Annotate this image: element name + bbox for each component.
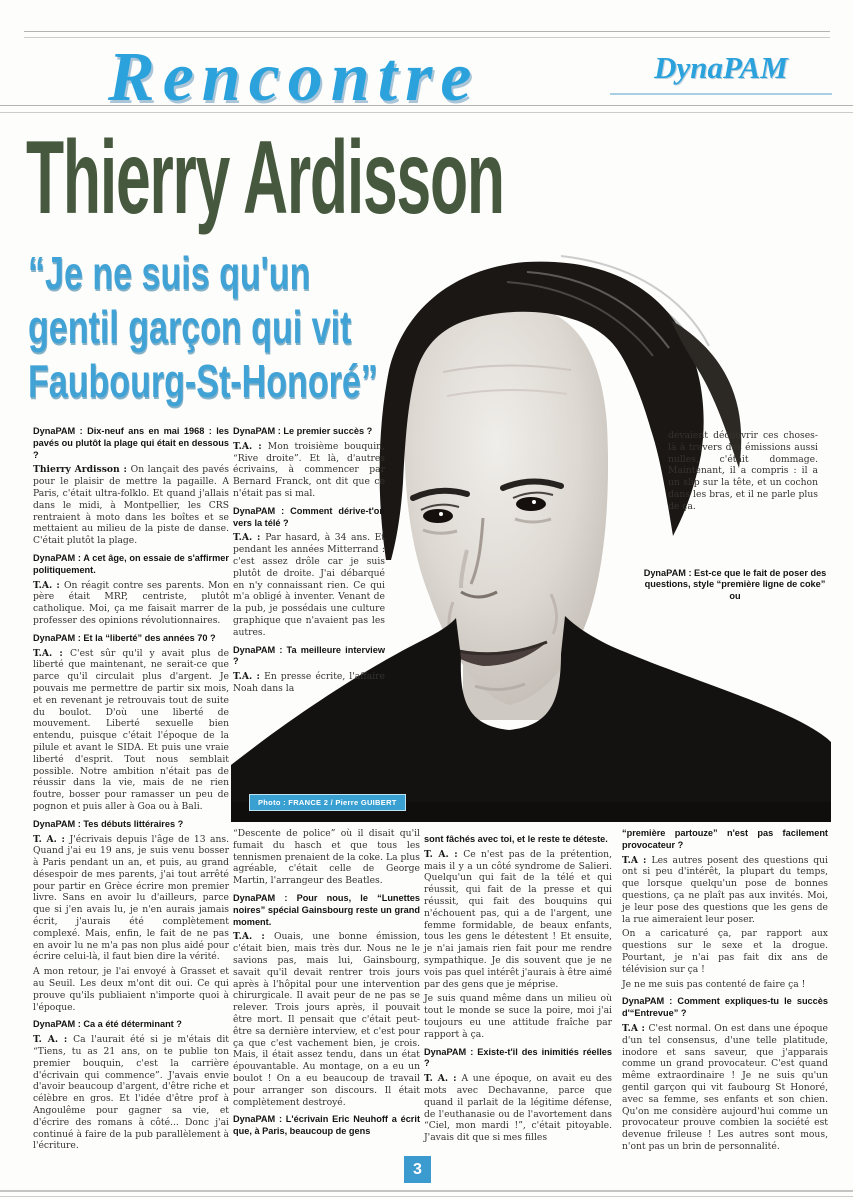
article-column-1	[33, 420, 229, 1155]
interview-answer: T.A. : En presse écrite, l'affaire Noah dans la	[233, 671, 385, 694]
footer-rule	[0, 1190, 853, 1192]
pull-quote-line: gentil garçon qui vit	[28, 301, 352, 353]
interview-answer: On a caricaturé ça, par rapport aux questions sur le sexe et la drogue. Pourtant, je n'ai pas fait dix ans de télévision sur ça !	[622, 928, 828, 975]
interview-question: DynaPAM : Tes débuts littéraires ?	[33, 818, 184, 829]
speaker-lead: T.A. :	[33, 579, 64, 591]
pull-quote-line: “Je ne suis qu'un	[28, 247, 311, 299]
article-column-2-bottom	[233, 828, 420, 1141]
article-column-3	[424, 828, 612, 1147]
speaker-lead: T. A. :	[33, 833, 70, 845]
interview-answer: A mon retour, je l'ai envoyé à Grasset et au Seuil. Les deux m'ont dit oui. Ce qui prouve qu'ils publiaient n'importe quoi à l'époque.	[33, 966, 229, 1013]
footer-rule-2	[0, 1196, 853, 1197]
photo-credit: Photo : FRANCE 2 / Pierre GUIBERT	[249, 794, 406, 811]
interview-answer: Je ne me suis pas contenté de faire ça !	[622, 978, 806, 990]
magazine-logo: DynaPAM	[610, 50, 832, 95]
speaker-lead: T.A :	[622, 854, 652, 866]
interview-question: DynaPAM : L'écrivain Eric Neuhoff a écrit que, à Paris, beaucoup de gens	[233, 1114, 420, 1137]
article-title: Thierry Ardisson	[26, 120, 504, 236]
speaker-lead: T.A :	[622, 1022, 649, 1034]
section-title: Rencontre	[108, 39, 480, 116]
interview-answer: T.A. : On réagit contre ses parents. Mon père était MRP, centriste, plutôt catholique. Moi, ça me faisait marrer de professer des opinions révolutionnaires.	[33, 579, 229, 626]
interview-question: DynaPAM : Ca a été déterminant ?	[33, 1019, 182, 1030]
interview-question: DynaPAM : Comment dérive-t'on vers la télé ?	[233, 505, 385, 528]
interview-answer: T. A. : J'écrivais depuis l'âge de 13 ans. Quand j'ai eu 19 ans, je suis venu bosser à Paris pendant un an, et puis, au grand désespoir de mes parents, j'ai tout arrêté pour partir en Grèce écrire mon premier livre. Sans en avoir lu d'ailleurs, parce que si j'en avais lu, je n'en aurais jamais écrit, j'aurais été complètement complexé. Mais, enfin, le fait de ne pas en avoir lu ne m'a pas non plus aidé pour écrire celui-là, il faut bien dire la vérité.	[33, 833, 229, 963]
interview-answer: devaient découvrir ces choses-là à travers des émissions aussi nulles, c'était dommage. Maintenant, il a compris : il a un slip sur la tête, et un cochon dans les bras, et il ne parle plus de ça.	[668, 430, 818, 512]
speaker-lead: Thierry Ardisson :	[33, 464, 131, 476]
interview-answer: T.A. : Ouais, une bonne émission, c'était bien, mais très dur. Nous ne le savions pas, mais lui, Gainsbourg, savait qu'il devait rentrer trois jours après à l'hôpital pour une intervention chirurgicale. Il avait peur de ne pas se relever. Trois jours après, il pouvait être mort. Il pensait que c'était peut-être sa dernière interview, et c'est pour ça que c'est vachement bien, je crois. Mais, il était assez tendu, dans un état épouvantable. Au montage, on a eu un boulot ! On a eu beaucoup de travail pour arranger son discours. Il était complètement destroyé.	[233, 931, 421, 1108]
speaker-lead: T.A. :	[233, 532, 266, 544]
interview-question: DynaPAM : A cet âge, on essaie de s'affirmer politiquement.	[33, 552, 229, 575]
speaker-lead: T. A. :	[424, 848, 464, 860]
page-number-badge: 3	[404, 1156, 431, 1183]
speaker-lead: T.A. :	[33, 647, 71, 659]
interview-question: sont fâchés avec toi, et le reste te déteste.	[424, 834, 608, 844]
interview-question: DynaPAM : Pour nous, le “Lunettes noires” spécial Gainsbourg reste un grand moment.	[233, 892, 420, 927]
article-column-4-top	[640, 430, 830, 606]
interview-answer: T.A. : Mon troisième bouquin, “Rive droite”. Et là, d'autres écrivains, à commencer par Bernard Franck, ont dit que ce n'était pas si mal.	[233, 440, 385, 499]
interview-question: DynaPAM : Comment expliques-tu le succès d'“Entrevue” ?	[622, 996, 828, 1019]
interview-question: DynaPAM : Existe-t'il des inimitiés réelles ?	[424, 1046, 612, 1069]
interview-answer: Je suis quand même dans un milieu où tout le monde se suce la poire, moi j'ai toujours eu une attitude fraîche par rapport à ça.	[424, 993, 612, 1040]
interview-answer: T.A : Les autres posent des questions qui ont si peu d'intérêt, la plupart du temps, que lorsque quelqu'un pose de bonnes questions, ça ne plaît pas aux invités. Moi, je leur pose des questions que les gens de la rue aimeraient leur poser.	[622, 854, 828, 925]
interview-answer: T.A. : C'est sûr qu'il y avait plus de liberté que maintenant, ne serait-ce que parce qu'il circulait plus d'argent. Je pouvais me permettre de partir six mois, et en revenant je retrouvais tout de suite du boulot. D'où une liberté de mouvement. Liberté sexuelle bien entendu, puisque c'était l'époque de la pilule et avant le SIDA. Et puis une vraie liberté d'esprit. Tout nous semblait possible. Notre ambition n'était pas de réussir dans la vie, mais de ne rien foutre, bosser pour ramasser un peu de pognon et puis aller à Goa ou à Bali.	[33, 647, 230, 812]
interview-question: “première partouze” n'est pas facilement provocateur ?	[622, 828, 828, 850]
interview-answer: T.A. : Par hasard, à 34 ans. Et pendant les années Mitterrand : c'est assez drôle car je suis plutôt de droite. J'ai débarqué en n'y connaissant rien. Ce qui m'a obligé à inventer. Venant de la pub, je possédais une culture graphique que n'avaient pas les autres.	[233, 532, 385, 638]
interview-question: DynaPAM : Est-ce que le fait de poser des questions, style “première ligne de coke” ou	[643, 567, 827, 602]
speaker-lead: T.A. :	[233, 671, 265, 683]
speaker-lead: T. A. :	[33, 1034, 74, 1046]
speaker-lead: T.A. :	[233, 931, 274, 943]
interview-answer: T.A : C'est normal. On est dans une époque d'un tel consensus, d'une telle platitude, inodore et sans saveur, que j'apparais comme un grand provocateur. C'est quand même extraordinaire ! Je ne suis qu'un gentil garçon qui vit faubourg St Honoré, avec sa femme, ses enfants et son chien. Qu'on me considère aujourd'hui comme un provocateur prouve combien la société est devenue frileuse ! Les autres sont mous, n'ont pas un brin de personnalité.	[622, 1022, 828, 1152]
interview-question: DynaPAM : Dix-neuf ans en mai 1968 : les pavés ou plutôt la plage qui était en dessous ?	[33, 426, 229, 460]
pull-quote-line: Faubourg-St-Honoré”	[28, 355, 378, 407]
pull-quote	[28, 246, 378, 408]
top-rule	[24, 31, 830, 32]
article-column-2-top	[233, 420, 385, 698]
speaker-lead: T. A. :	[424, 1073, 462, 1085]
speaker-lead: T.A. :	[233, 440, 268, 452]
interview-question: DynaPAM : Ta meilleure interview ?	[233, 644, 385, 667]
interview-answer: “Descente de police” où il disait qu'il fumait du hasch et que tous les tennismen prenaient de la coke. La plus agréable, c'était celle de George Martin, l'arrangeur des Beatles.	[233, 828, 420, 887]
interview-question: DynaPAM : Le premier succès ?	[233, 426, 373, 436]
article-column-4-bottom	[622, 822, 828, 1156]
interview-answer: T. A. : Ce n'est pas de la prétention, mais il y a un côté syndrome de Salieri. Quelqu'un qui fait de la télé et qui réussit, qui fait de la presse et qui réussit, qui fait des bouquins qui n'échouent pas, qui a de l'argent, une femme formidable, de beaux enfants, tous les gens le détestent ! Et ensuite, je n'ai jamais rien fait pour me rendre sympathique. Je dis souvent que je ne vois pas quel intérêt j'aurais à être aimé par des gens que je méprise.	[424, 848, 613, 990]
interview-answer: T. A. : A une époque, on avait eu des mots avec Dechavanne, parce que quand il parlait de la légitime défense, de l'euthanasie ou de l'avortement dans “Ciel, mon mardi !”, c'était pitoyable. J'avais dit que si mes filles	[424, 1073, 613, 1144]
interview-answer: Thierry Ardisson : On lançait des pavés pour le plaisir de mettre la pagaille. A Paris, c'était ultra-folklo. Et quand j'allais dans le midi, à Montpellier, les CRS rentraient à moto dans les boîtes et se mettaient au milieu de la piste de danse. C'était plutôt la plage.	[33, 464, 229, 547]
interview-answer: T. A. : Ca l'aurait été si je m'étais dit “Tiens, tu as 21 ans, on te publie ton premier bouquin, c'est la carrière d'écrivain qui commence”. J'avais envie d'avoir beaucoup d'argent, d'être riche et célèbre en gros. Et l'idée d'être prof à Angoulême pour gagner sa vie, et d'écrire des romans à côté... Donc j'ai continué à faire de la pub parallèlement à l'écriture.	[33, 1034, 229, 1152]
interview-question: DynaPAM : Et la “liberté” des années 70 ?	[33, 632, 216, 643]
